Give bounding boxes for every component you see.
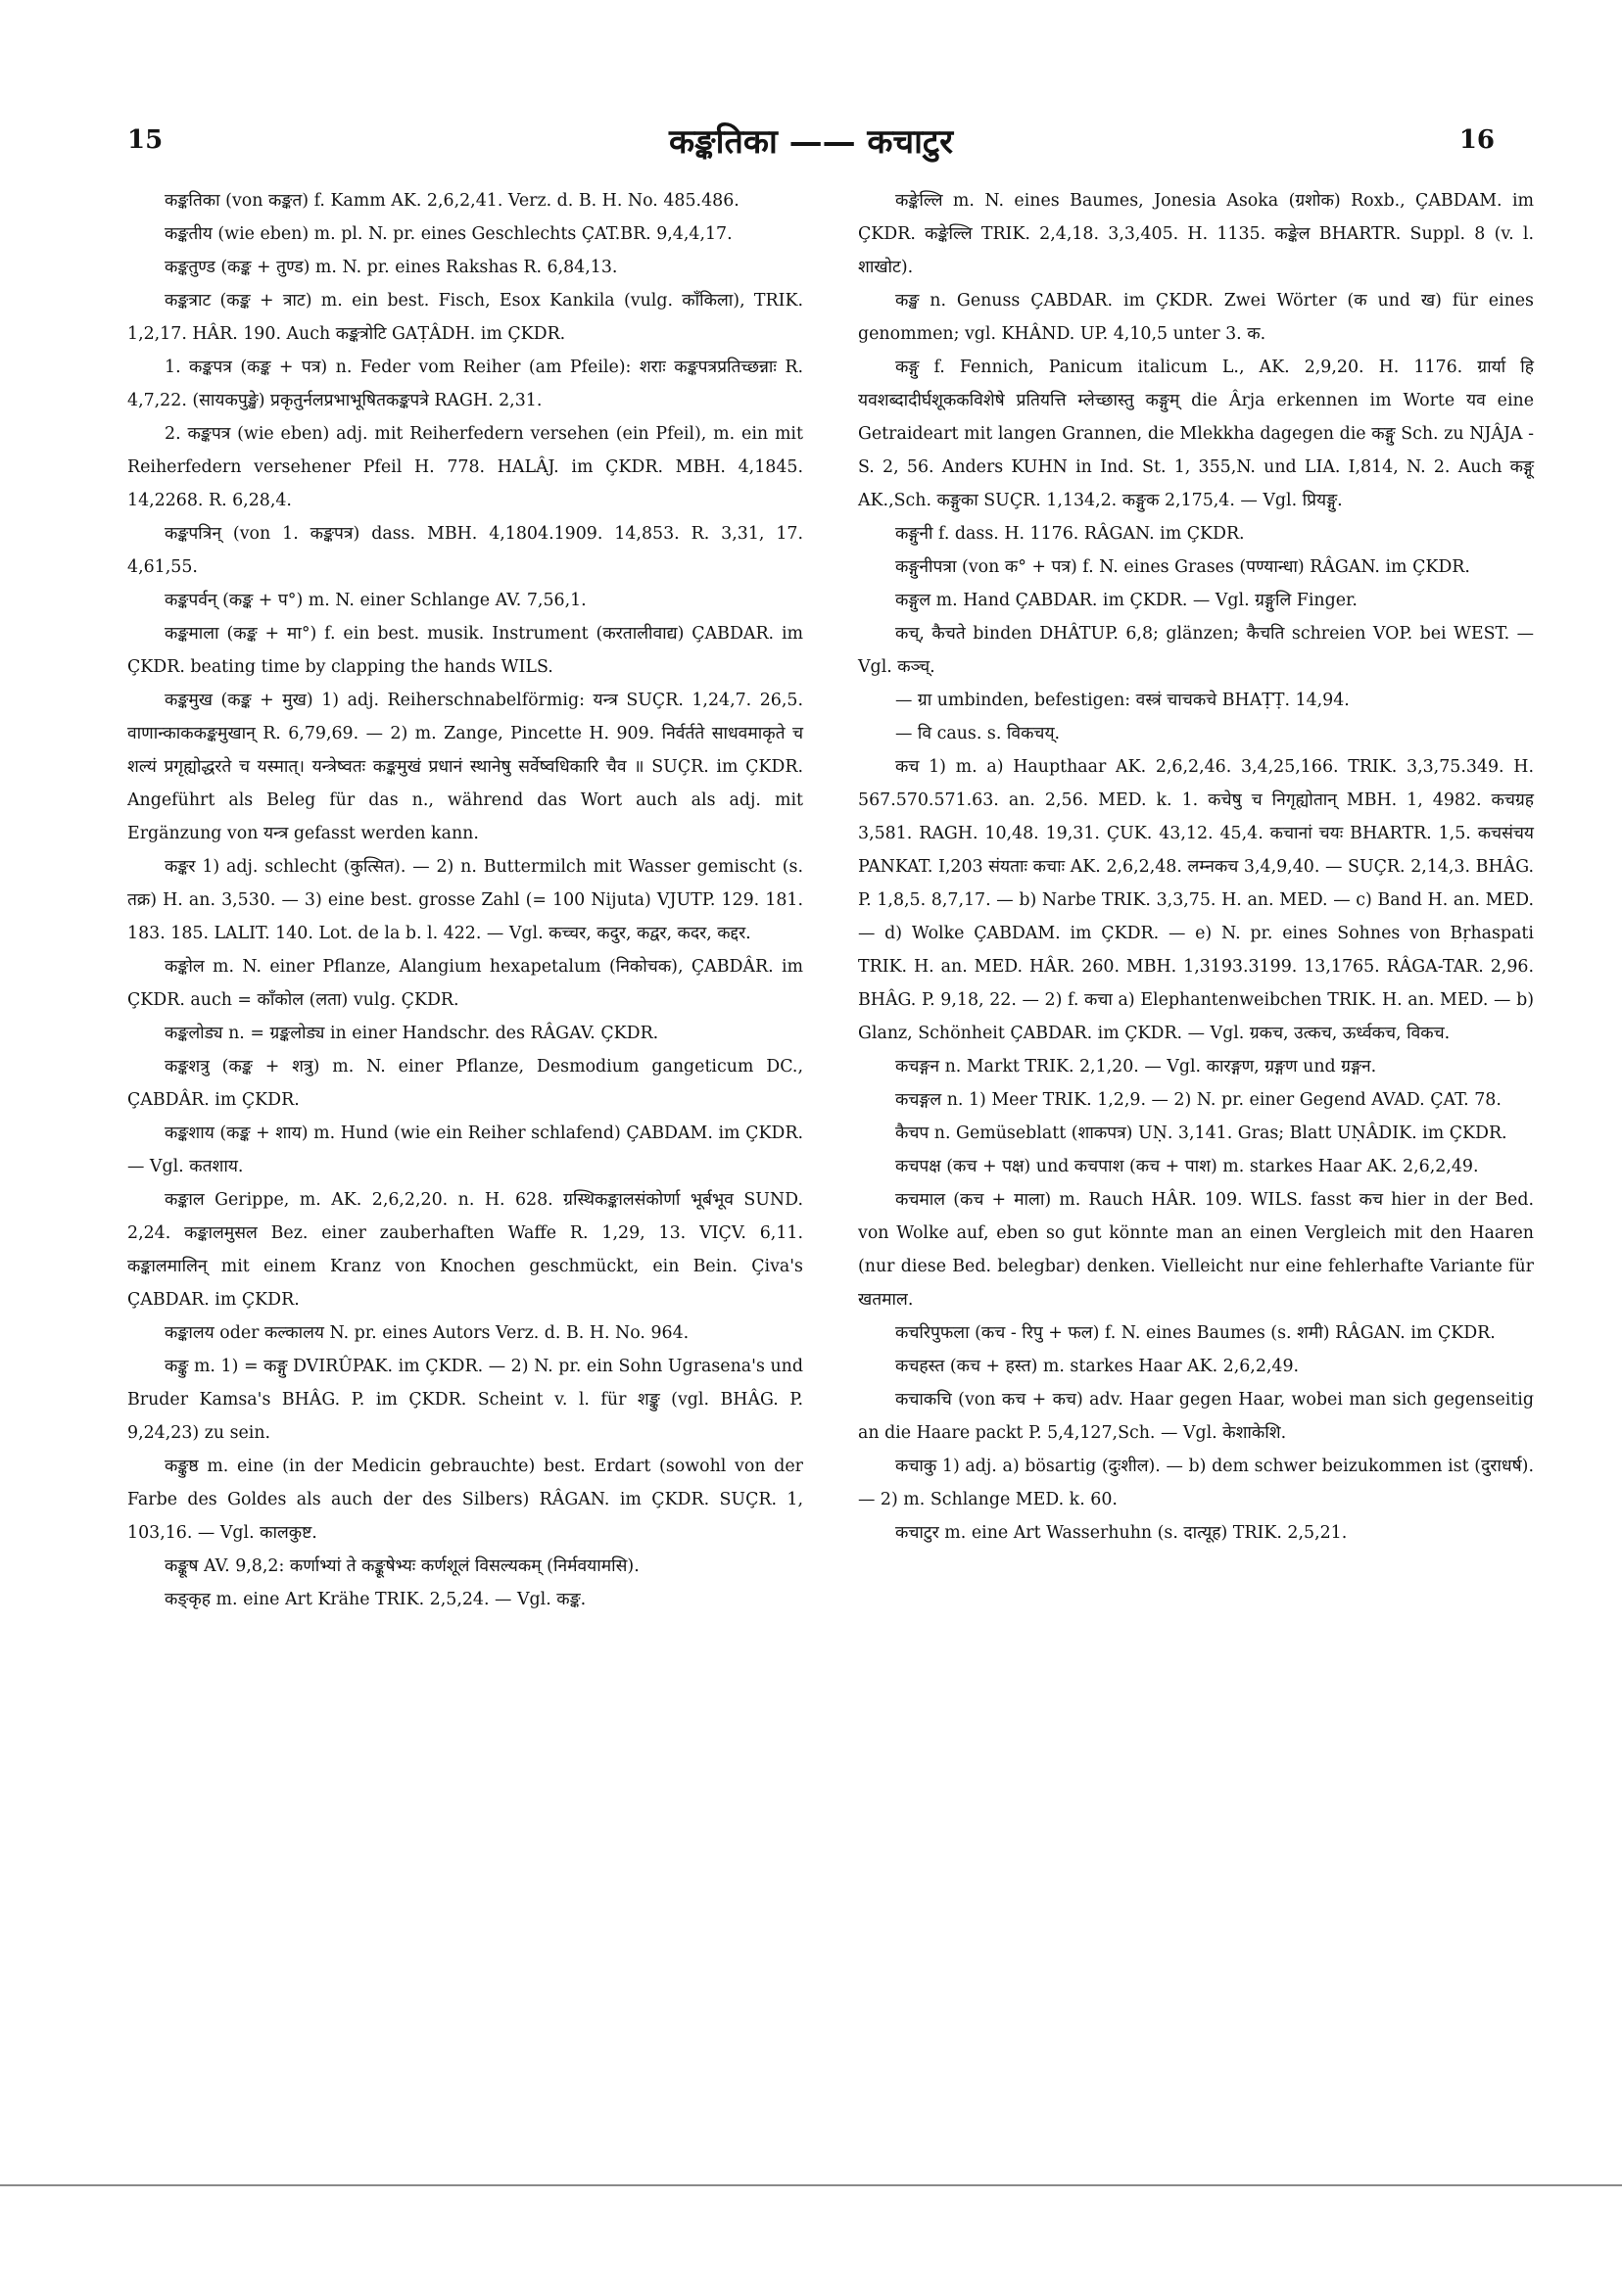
dictionary-entry: कङ्कपत्रिन् (von 1. कङ्कपत्र) dass. MBH. 4,1804.1909. 14,853. R. 3,31, 17. 4,61,55. bbox=[127, 524, 803, 577]
dictionary-entry: कङ्कालय oder कल्कालय N. pr. eines Autors Verz. d. B. H. No. 964. bbox=[165, 1323, 690, 1343]
page-header bbox=[127, 118, 1495, 176]
dictionary-entry: कचाकु 1) adj. a) bösartig (दुःशील). — b) dem schwer beizukommen ist (दुराधर्ष). — 2) m. Schlange MED. k. 60. bbox=[858, 1457, 1534, 1509]
dictionary-entry: कङ्कमुख (कङ्क + मुख) 1) adj. Reiherschnabelförmig: यन्त्र SUÇR. 1,24,7. 26,5. वाणान्काककङ्कमुखान् R. 6,79,69. — 2) m. Zange, Pincette H. 909. निर्वर्तते साधवमाकृते च शल्यं प्रगृह्योद्धरते च यस्मात्। यन्त्रेष्वतः कङ्कमुखं प्रधानं स्थानेषु सर्वेष्वधिकारि चैव ॥ SUÇR. im ÇKDR. Angeführt als Beleg für das n., während das Wort auch als adj. mit Ergänzung von यन्त्र gefasst werden kann. bbox=[127, 691, 803, 843]
dictionary-entry: कङ्कत्राट (कङ्क + त्राट) m. ein best. Fisch, Esox Kankila (vulg. काँकिला), TRIK. 1,2,17. HÂR. 190. Auch कङ्कत्रोटि GAṬÂDH. im ÇKDR. bbox=[127, 291, 803, 344]
dictionary-entry: कङ्काल Gerippe, m. AK. 2,6,2,20. n. H. 628. ग्रस्थिकङ्कालसंकोर्णा भूर्बभूव SUND. 2,24. कङ्कालमुसल Bez. einer zauberhaften Waffe R. 1,29, 13. VIÇV. 6,11. कङ्कालमालिन् mit einem Kranz von Knochen geschmückt, ein Bein. Çiva's ÇABDAR. im ÇKDR. bbox=[127, 1190, 803, 1310]
dictionary-entry: कङ्कृह m. eine Art Krähe TRIK. 2,5,24. — Vgl. कङ्क. bbox=[165, 1590, 587, 1609]
dictionary-entry: कङ्कलोड्य n. = ग्रङ्कलोड्य in einer Handschr. des RÂGAV. ÇKDR. bbox=[165, 1024, 659, 1043]
dictionary-entry: 1. कङ्कपत्र (कङ्क + पत्र) n. Feder vom Reiher (am Pfeile): शराः कङ्कपत्रप्रतिच्छन्नाः R. 4,7,22. (सायकपुङ्खे) प्रकृतुर्नलप्रभाभूषितकङ्कपत्रे RAGH. 2,31. bbox=[127, 358, 803, 410]
dictionary-entry: कचमाल (कच + माला) m. Rauch HÂR. 109. WILS. fasst कच hier in der Bed. von Wolke auf, eben so gut könnte man an einen Vergleich mit den Haaren (nur diese Bed. belegbar) denken. Vielleicht nur eine fehlerhafte Variante für खतमाल. bbox=[858, 1190, 1534, 1310]
dictionary-entry: कङ्कु m. 1) = कङ्गु DVIRÛPAK. im ÇKDR. — 2) N. pr. ein Sohn Ugrasena's und Bruder Kamsa's BHÂG. P. im ÇKDR. Scheint v. l. für शङ्कु (vgl. BHÂG. P. 9,24,23) zu sein. bbox=[127, 1357, 803, 1443]
dictionary-entry: कङ्गुनीपत्रा (von क° + पत्र) f. N. eines Grases (पण्यान्धा) RÂGAN. im ÇKDR. bbox=[895, 557, 1470, 577]
dictionary-entry: 2. कङ्कपत्र (wie eben) adj. mit Reiherfedern versehen (ein Pfeil), m. ein mit Reiherfedern versehener Pfeil H. 778. HALÂJ. im ÇKDR. MBH. 4,1845. 14,2268. R. 6,28,4. bbox=[127, 424, 803, 510]
page-number-right: 16 bbox=[1458, 125, 1495, 155]
page-number-left: 15 bbox=[127, 125, 164, 155]
dictionary-entry: कङ्गु f. Fennich, Panicum italicum L., AK. 2,9,20. H. 1176. ग्रार्या हि यवशब्दादीर्घशूककविशेषे प्रतियत्ति म्लेच्छास्तु कङ्गुम् die Ârja erkennen im Worte यव eine Getraideart mit langen Grannen, die Mlekkha dagegen die कङ्गु Sch. zu NJÂJA - S. 2, 56. Anders KUHN in Ind. St. 1, 355,N. und LIA. I,814, N. 2. Auch कङ्गू AK.,Sch. कङ्गुका SUÇR. 1,134,2. कङ्गुक 2,175,4. — Vgl. प्रियङ्गु. bbox=[858, 358, 1534, 510]
dictionary-entry: कङ्कतुण्ड (कङ्क + तुण्ड) m. N. pr. eines Rakshas R. 6,84,13. bbox=[165, 258, 618, 277]
dictionary-entry: कङ्ख n. Genuss ÇABDAR. im ÇKDR. Zwei Wörter (क und ख) für eines genommen; vgl. KHÂND. UP. 4,10,5 unter 3. क. bbox=[858, 291, 1534, 344]
dictionary-entry: — ग्रा umbinden, befestigen: वस्त्रं चाचकचे BHAṬṬ. 14,94. bbox=[895, 691, 1350, 710]
dictionary-entry: कङ्कमाला (कङ्क + मा°) f. ein best. musik. Instrument (करतालीवाद्य) ÇABDAR. im ÇKDR. beating time by clapping the hands WILS. bbox=[127, 624, 803, 677]
dictionary-entry: कचङ्गल n. 1) Meer TRIK. 1,2,9. — 2) N. pr. einer Gegend AVAD. ÇAT. 78. bbox=[895, 1090, 1502, 1110]
dictionary-entry: कचाटुर m. eine Art Wasserhuhn (s. दात्यूह) TRIK. 2,5,21. bbox=[895, 1523, 1348, 1543]
dictionary-entry: कङ्कर 1) adj. schlecht (कुत्सित). — 2) n. Buttermilch mit Wasser gemischt (s. तक्र) H. an. 3,530. — 3) eine best. grosse Zahl (= 100 Nijuta) VJUTP. 129. 181. 183. 185. LALIT. 140. Lot. de la b. l. 422. — Vgl. कच्चर, कदुर, कद्वर, कदर, कद्दर. bbox=[127, 857, 803, 943]
dictionary-entry: कच 1) m. a) Haupthaar AK. 2,6,2,46. 3,4,25,166. TRIK. 3,3,75.349. H. 567.570.571.63. an. 2,56. MED. k. 1. कचेषु च निगृह्योतान् MBH. 1, 4982. कचग्रह 3,581. RAGH. 10,48. 19,31. ÇUK. 43,12. 45,4. कचानां चयः BHARTR. 1,5. कचसंचय PANKAT. I,203 संयताः कचाः AK. 2,6,2,48. लम्नकच 3,4,9,40. — SUÇR. 2,14,3. BHÂG. P. 1,8,5. 8,7,17. — b) Narbe TRIK. 3,3,75. H. an. MED. — c) Band H. an. MED. — d) Wolke ÇABDAM. im ÇKDR. — e) N. pr. eines Sohnes von Bṛhaspati TRIK. H. an. MED. HÂR. 260. MBH. 1,3193.3199. 13,1765. RÂGA-TAR. 2,96. BHÂG. P. 9,18, 22. — 2) f. कचा a) Elephantenweibchen TRIK. H. an. MED. — b) Glanz, Schönheit ÇABDAR. im ÇKDR. — Vgl. ग्रकच, उत्कच, ऊर्ध्वकच, विकच. bbox=[858, 757, 1534, 1043]
dictionary-entry: कच्, कैचते binden DHÂTUP. 6,8; glänzen; कैचति schreien VOP. bei WEST. — Vgl. कञ्च्. bbox=[858, 624, 1534, 677]
dictionary-entry: — वि caus. s. विकचय्. bbox=[895, 724, 1061, 743]
dictionary-entry: कङ्कोल m. N. einer Pflanze, Alangium hexapetalum (निकोचक), ÇABDÂR. im ÇKDR. auch = काँकोल (लता) vulg. ÇKDR. bbox=[127, 957, 803, 1010]
dictionary-entry: कचपक्ष (कच + पक्ष) und कचपाश (कच + पाश) m. starkes Haar AK. 2,6,2,49. bbox=[895, 1157, 1479, 1176]
dictionary-entry: कङ्कशाय (कङ्क + शाय) m. Hund (wie ein Reiher schlafend) ÇABDAM. im ÇKDR. — Vgl. कतशाय. bbox=[127, 1124, 803, 1176]
left-column bbox=[127, 184, 803, 1616]
footer-rule bbox=[0, 2184, 1622, 2186]
dictionary-entry: कङ्कतिका (von कङ्कत) f. Kamm AK. 2,6,2,41. Verz. d. B. H. No. 485.486. bbox=[165, 191, 739, 211]
dictionary-entry: कङ्गुल m. Hand ÇABDAR. im ÇKDR. — Vgl. ग्रङ्गुलि Finger. bbox=[895, 591, 1358, 610]
dictionary-entry: कैचप n. Gemüseblatt (शाकपत्र) UṆ. 3,141. Gras; Blatt UṆÂDIK. im ÇKDR. bbox=[895, 1124, 1507, 1143]
dictionary-entry: कचरिपुफला (कच - रिपु + फल) f. N. eines Baumes (s. शमी) RÂGAN. im ÇKDR. bbox=[895, 1323, 1496, 1343]
running-title: कङ्कतिका —— कचाटुर bbox=[669, 122, 953, 162]
dictionary-entry: कचाकचि (von कच + कच) adv. Haar gegen Haar, wobei man sich gegenseitig an die Haare packt P. 5,4,127,Sch. — Vgl. केशाकेशि. bbox=[858, 1390, 1534, 1443]
dictionary-entry: कचहस्त (कच + हस्त) m. starkes Haar AK. 2,6,2,49. bbox=[895, 1357, 1300, 1376]
dictionary-entry: कङ्कतीय (wie eben) m. pl. N. pr. eines Geschlechts ÇAT.BR. 9,4,4,17. bbox=[165, 224, 733, 244]
dictionary-entry: कचङ्गन n. Markt TRIK. 2,1,20. — Vgl. कारङ्गण, ग्रङ्गण und ग्रङ्गन. bbox=[895, 1057, 1377, 1076]
dictionary-entry: कङ्कूष AV. 9,8,2: कर्णाभ्यां ते कङ्कूषेभ्यः कर्णशूलं विसल्यकम् (निर्मवयामसि). bbox=[165, 1556, 640, 1576]
dictionary-entry: कङ्केल्लि m. N. eines Baumes, Jonesia Asoka (ग्रशोक) Roxb., ÇABDAM. im ÇKDR. कङ्केल्लि TRIK. 2,4,18. 3,3,405. H. 1135. कङ्केल BHARTR. Suppl. 8 (v. l. शाखोट). bbox=[858, 191, 1534, 277]
dictionary-entry: कङ्कपर्वन् (कङ्क + प°) m. N. einer Schlange AV. 7,56,1. bbox=[165, 591, 587, 610]
dictionary-entry: कङ्कशत्रु (कङ्क + शत्रु) m. N. einer Pflanze, Desmodium gangeticum DC., ÇABDÂR. im ÇKDR. bbox=[127, 1057, 803, 1110]
dictionary-entry: कङ्गुनी f. dass. H. 1176. RÂGAN. im ÇKDR. bbox=[895, 524, 1245, 544]
dictionary-entry: कङ्कुष्ठ m. eine (in der Medicin gebrauchte) best. Erdart (sowohl von der Farbe des Goldes als auch der des Silbers) RÂGAN. im ÇKDR. SUÇR. 1, 103,16. — Vgl. कालकुष्ट. bbox=[127, 1457, 803, 1543]
right-column bbox=[858, 184, 1534, 1550]
